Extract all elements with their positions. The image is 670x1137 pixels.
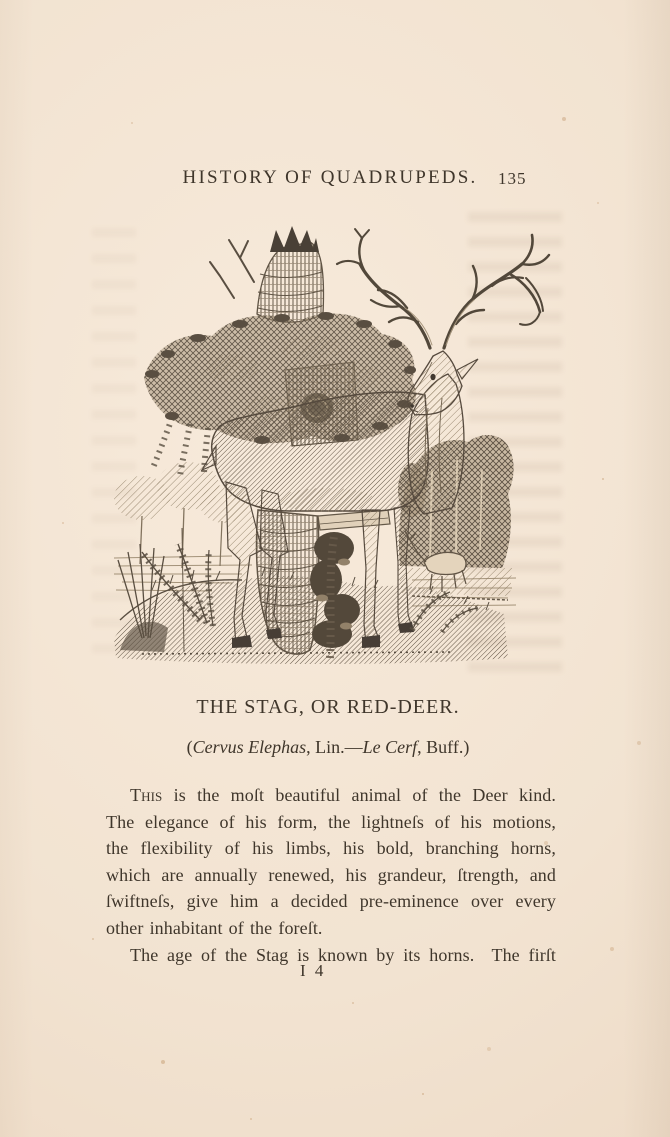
body-line xyxy=(106,782,556,809)
citation-open: ( xyxy=(186,737,193,757)
page-number: 135 xyxy=(498,169,527,188)
body-line-text: is the moſt beautiful animal of the Deer kind. xyxy=(173,785,557,805)
section-title: THE STAG, OR RED-DEER. xyxy=(196,696,460,718)
stag-engraving xyxy=(112,218,552,668)
body-line: which are annually renewed, his grandeur, ſtrength, and xyxy=(106,864,556,885)
gathering-signature: I 4 xyxy=(300,961,324,980)
species-citation xyxy=(98,737,558,758)
latin-name: Cervus Elephas xyxy=(192,737,307,757)
lead-smallcaps: his xyxy=(141,785,163,805)
body-line: other inhabitant of the foreſt. xyxy=(106,917,323,938)
lead-capital: T xyxy=(130,785,142,805)
body-line: the flexibility of his limbs, his bold, branching horns, xyxy=(106,838,556,859)
body-line: The elegance of his form, the lightneſs of his motions, xyxy=(106,811,556,832)
citation-separator: , Lin.— xyxy=(306,737,363,757)
body-line: ſwiftneſs, give him a decided pre-eminence over every xyxy=(106,891,556,912)
french-name: Le Cerf xyxy=(362,737,418,757)
foxing-speckles xyxy=(0,0,2,2)
citation-close: , Buff.) xyxy=(417,737,470,757)
body-line: The age of the Stag is known by its horns. The firſt xyxy=(130,944,556,965)
running-head: HISTORY OF QUADRUPEDS. xyxy=(182,167,478,188)
body-text xyxy=(106,782,556,968)
wicker-cone-top xyxy=(210,226,323,322)
